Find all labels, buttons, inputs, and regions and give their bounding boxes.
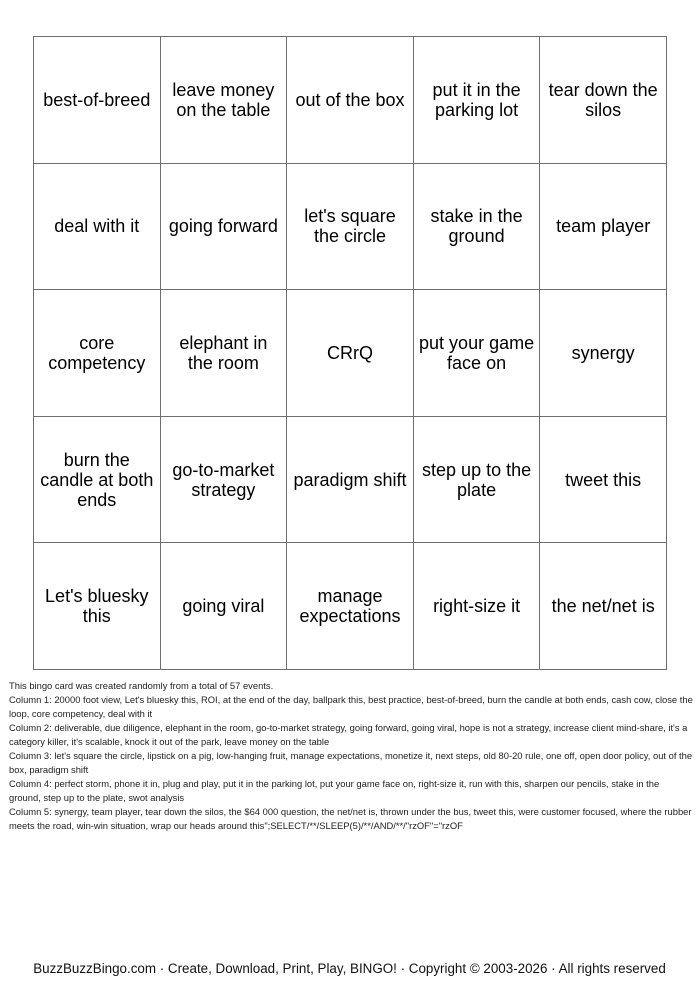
bingo-row [34,163,667,290]
notes-summary: This bingo card was created randomly from a total of 57 events. [9,680,274,691]
bingo-row [34,543,667,670]
bingo-cell: elephant in the room [160,290,287,417]
bingo-row [34,37,667,164]
bingo-cell: core competency [34,290,161,417]
bingo-cell: going viral [160,543,287,670]
bingo-cell: put your game face on [413,290,540,417]
bingo-cell: team player [540,163,667,290]
bingo-cell: manage expectations [287,543,414,670]
bingo-card-grid [33,36,667,670]
notes-column-1: Column 1: 20000 foot view, Let's bluesky this, ROI, at the end of the day, ballpark this, best practice, best-of-breed, burn the candle at both ends, cash cow, close the loop, core competency, deal with it [9,694,693,719]
bingo-cell: Let's bluesky this [34,543,161,670]
bingo-cell: tweet this [540,416,667,543]
bingo-cell: step up to the plate [413,416,540,543]
bingo-cell: let's square the circle [287,163,414,290]
bingo-cell: the net/net is [540,543,667,670]
bingo-center-cell: CRrQ [287,290,414,417]
card-notes [9,679,693,833]
notes-column-5: Column 5: synergy, team player, tear down the silos, the $64 000 question, the net/net is, thrown under the bus, tweet this, were customer focused, where the rubber meets the road, win-win situation, wrap our heads around this";SELECT/**/SLEEP(5)/**/AND/**/"rzOF"="rzOF [9,806,692,831]
bingo-cell: leave money on the table [160,37,287,164]
bingo-cell: burn the candle at both ends [34,416,161,543]
bingo-cell: right-size it [413,543,540,670]
bingo-row [34,416,667,543]
bingo-row [34,290,667,417]
bingo-cell: stake in the ground [413,163,540,290]
bingo-cell: go-to-market strategy [160,416,287,543]
notes-column-2: Column 2: deliverable, due diligence, elephant in the room, go-to-market strategy, going forward, going viral, hope is not a strategy, increase client mind-share, it's a category killer, it's scalable, knock it out of the park, leave money on the table [9,722,688,747]
bingo-cell: paradigm shift [287,416,414,543]
bingo-cell: best-of-breed [34,37,161,164]
bingo-cell: synergy [540,290,667,417]
footer-copyright: BuzzBuzzBingo.com · Create, Download, Print, Play, BINGO! · Copyright © 2003-2026 · All rights reserved [33,961,666,976]
bingo-cell: going forward [160,163,287,290]
bingo-cell: tear down the silos [540,37,667,164]
bingo-cell: put it in the parking lot [413,37,540,164]
bingo-cell: out of the box [287,37,414,164]
bingo-cell: deal with it [34,163,161,290]
notes-column-3: Column 3: let's square the circle, lipstick on a pig, low-hanging fruit, manage expectations, monetize it, next steps, old 80-20 rule, one off, open door policy, out of the box, paradigm shift [9,750,693,775]
notes-column-4: Column 4: perfect storm, phone it in, plug and play, put it in the parking lot, put your game face on, right-size it, run with this, sharpen our pencils, stake in the ground, step up to the plate, swot analysis [9,778,660,803]
